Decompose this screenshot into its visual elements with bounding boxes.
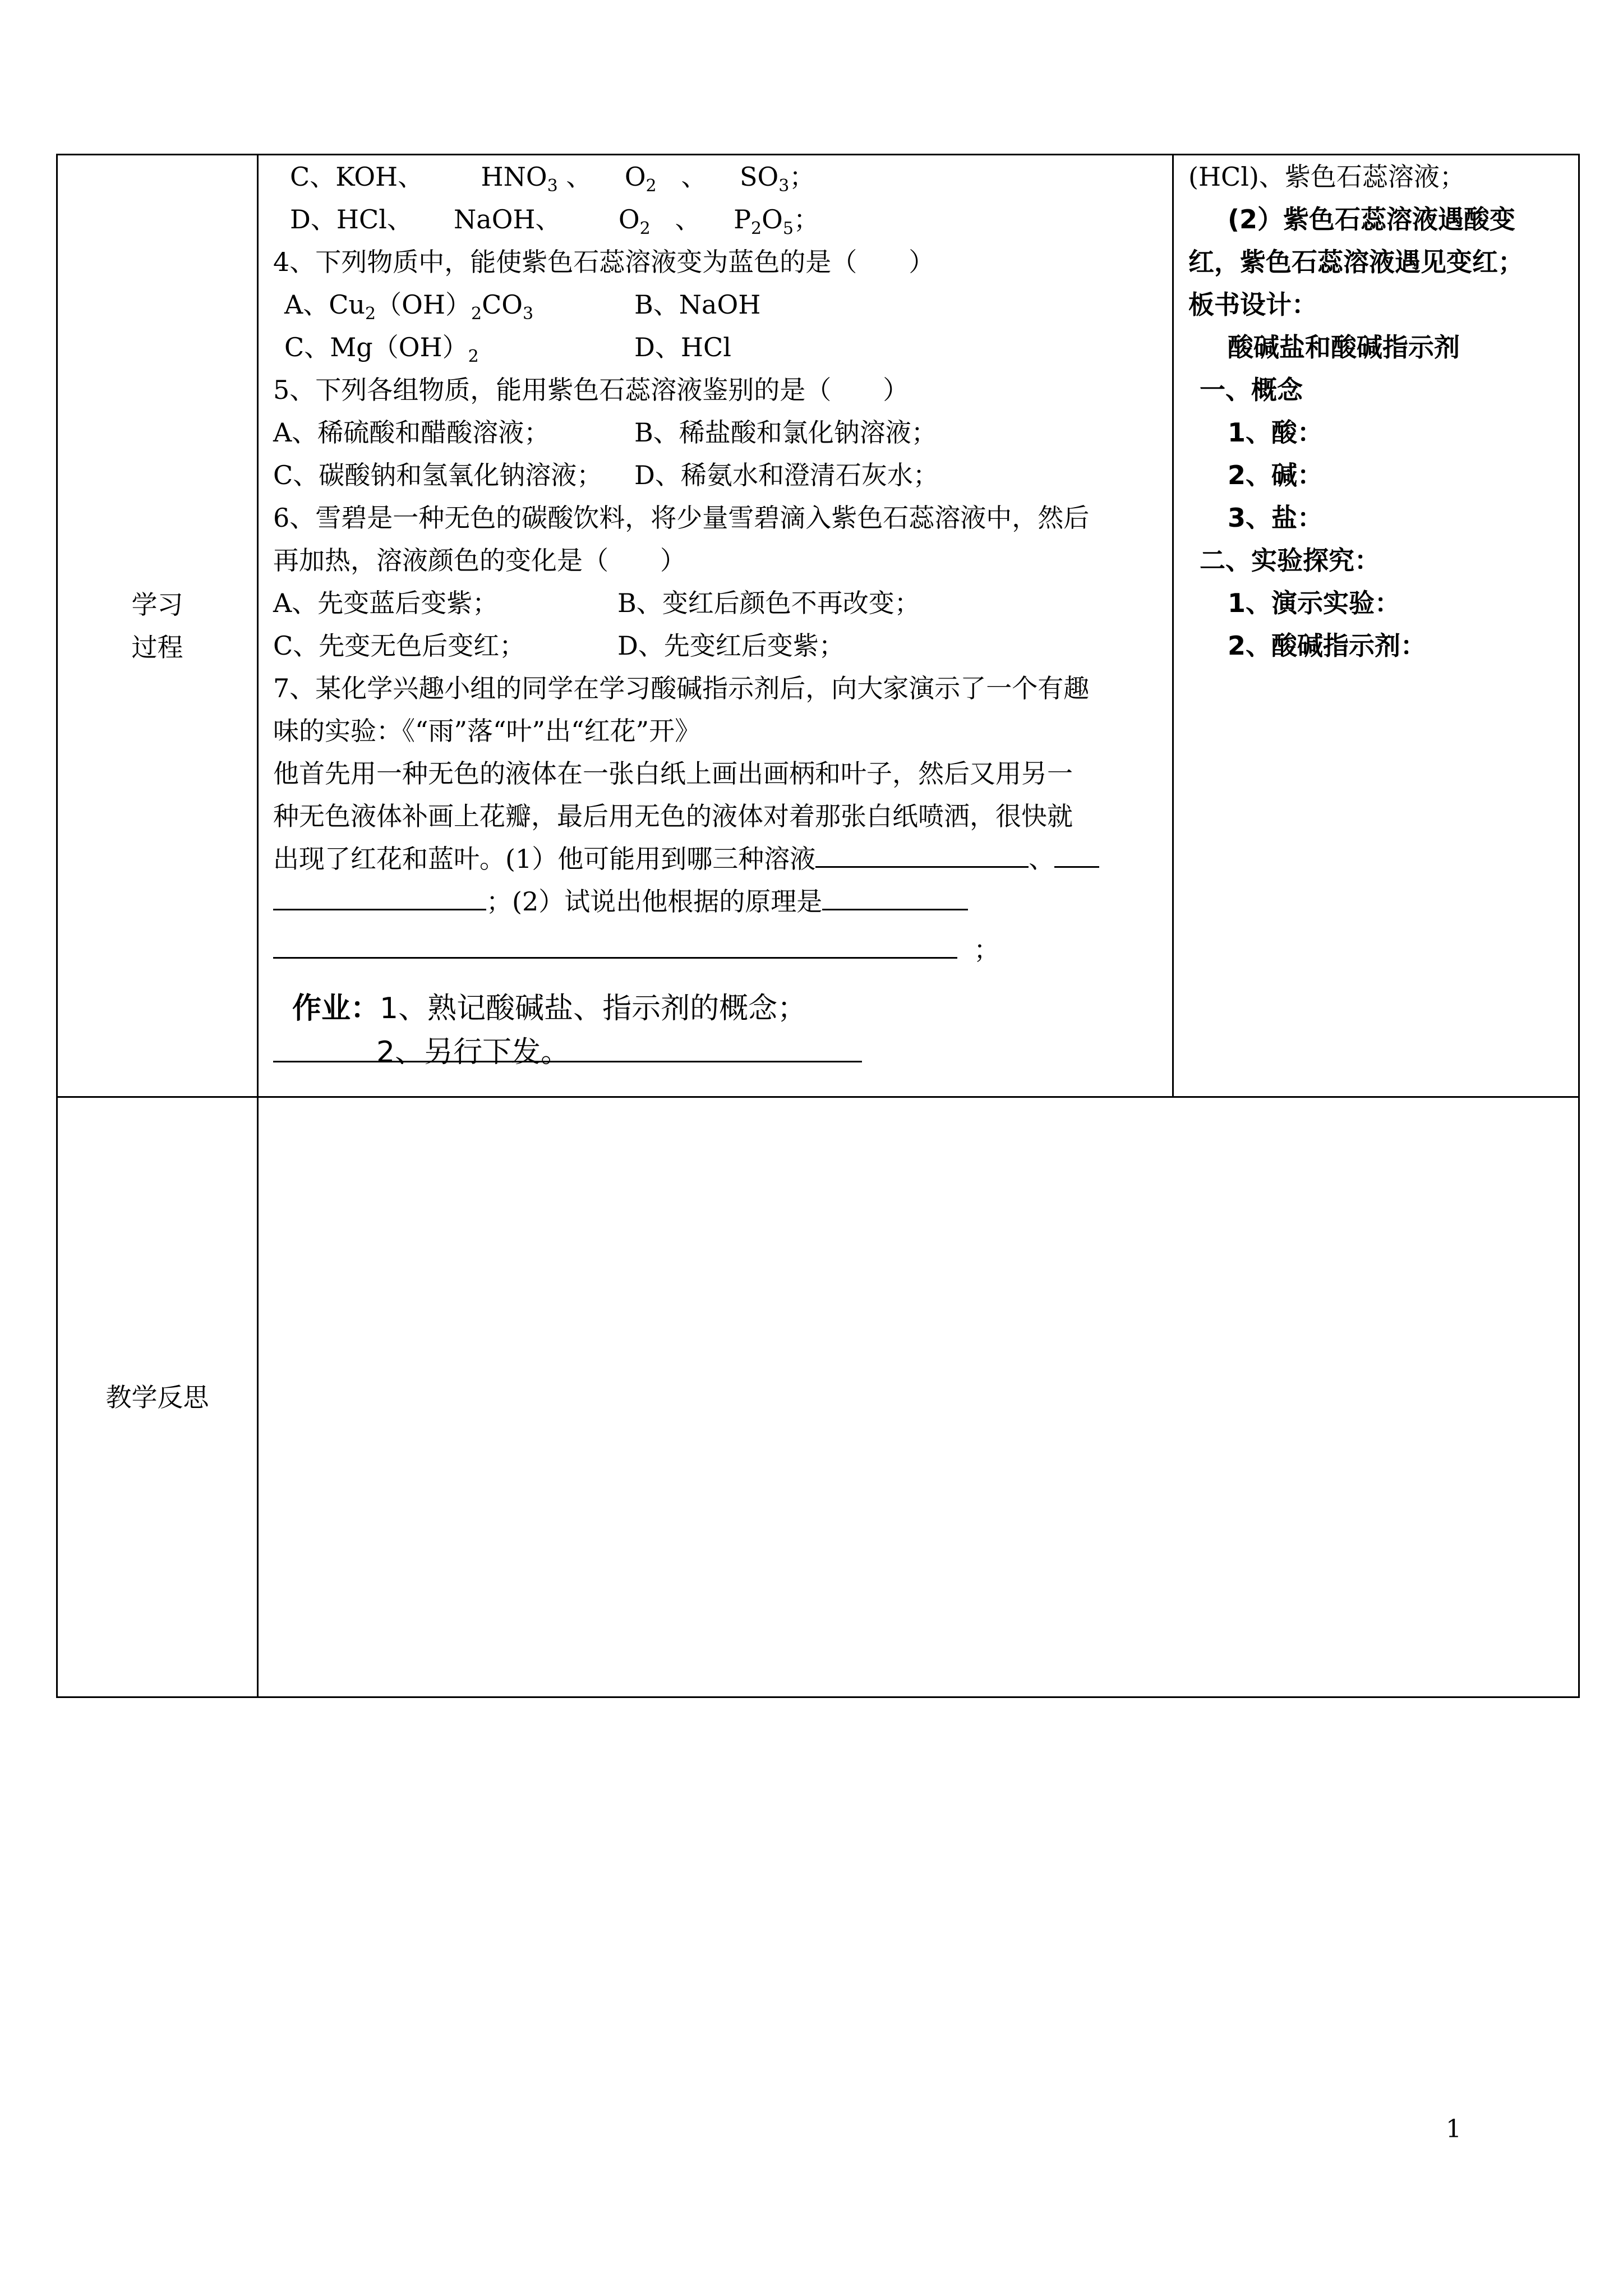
q6-stem-line1: 6、雪碧是一种无色的碳酸饮料，将少量雪碧滴入紫色石蕊溶液中，然后 xyxy=(273,503,1090,533)
board-design-cell xyxy=(1173,155,1579,1097)
right-line-4: 板书设计： xyxy=(1188,289,1317,320)
right-line-3: 红，紫色石蕊溶液遇见变红； xyxy=(1188,247,1524,277)
q6-stem-line2: 再加热，溶液颜色的变化是（ ） xyxy=(273,545,686,576)
q5-option-a: A、稀硫酸和醋酸溶液； xyxy=(273,417,550,448)
q4-option-d: D、HCl xyxy=(634,332,731,362)
exercise-cell xyxy=(258,155,1173,1097)
answer-blank-3[interactable] xyxy=(273,883,486,910)
homework-label: 作业： xyxy=(292,992,380,1025)
board-item-acid: 1、酸： xyxy=(1228,417,1324,448)
reflection-content-cell[interactable] xyxy=(258,1097,1579,1697)
right-line-2: (2）紫色石蕊溶液遇酸变 xyxy=(1228,204,1516,234)
q5-option-d: D、稀氨水和澄清石灰水； xyxy=(634,460,939,490)
q6-option-b: B、变红后颜色不再改变； xyxy=(617,588,920,618)
q6-option-d: D、先变红后变紫； xyxy=(617,631,845,661)
answer-blank-2[interactable] xyxy=(1054,840,1099,868)
reflection-row xyxy=(57,1097,1579,1697)
q7-line1: 7、某化学兴趣小组的同学在学习酸碱指示剂后，向大家演示了一个有趣 xyxy=(273,673,1090,703)
answer-blank-4[interactable] xyxy=(822,883,968,910)
q3-option-d: D、HCl、 NaOH、 $O_2$ 、 $P_2O_5$； xyxy=(290,204,819,239)
q7-line7: ； xyxy=(273,930,999,967)
board-section-1: 一、概念 xyxy=(1200,375,1303,405)
q7-line2: 味的实验：《“雨”落“叶”出“红花”开》 xyxy=(273,716,701,746)
reflection-label: 教学反思 xyxy=(105,1382,209,1412)
q3-option-c: C、KOH、 $HNO_3$ 、 $O_2$ 、 $SO_3$； xyxy=(290,162,815,196)
answer-blank-1[interactable] xyxy=(815,840,1029,868)
reflection-label-cell xyxy=(57,1097,258,1697)
right-line-1: (HCl)、紫色石蕊溶液； xyxy=(1188,162,1465,192)
board-item-indicator: 2、酸碱指示剂： xyxy=(1228,631,1427,661)
q7-line5: 出现了红花和蓝叶。(1）他可能用到哪三种溶液 、 xyxy=(273,839,1099,876)
process-row xyxy=(57,155,1579,1097)
homework-line1 xyxy=(292,984,806,1027)
page-number: 1 xyxy=(1446,2115,1461,2143)
board-item-demo: 1、演示实验： xyxy=(1228,588,1401,618)
board-item-base: 2、碱： xyxy=(1228,460,1324,490)
q5-option-c: C、碳酸钠和氢氧化钠溶液； xyxy=(273,460,603,490)
homework-item2: 2、另行下发。 xyxy=(376,1036,570,1069)
q7-line6: ；(2）试说出他根据的原理是 xyxy=(273,881,968,918)
homework-item1: 1、熟记酸碱盐、指示剂的概念； xyxy=(380,992,807,1025)
q4-stem: 4、下列物质中，能使紫色石蕊溶液变为蓝色的是（ ） xyxy=(273,247,935,277)
q7-line3: 他首先用一种无色的液体在一张白纸上画出画柄和叶子，然后又用另一 xyxy=(273,758,1073,789)
process-label-line1: 学习 xyxy=(131,589,183,620)
lesson-table xyxy=(56,154,1580,1698)
q4-option-c: C、$Mg(OH)_2$ xyxy=(284,332,479,367)
q6-option-c: C、先变无色后变红； xyxy=(273,631,525,661)
q5-stem: 5、下列各组物质，能用紫色石蕊溶液鉴别的是（ ） xyxy=(273,375,909,405)
board-item-salt: 3、盐： xyxy=(1228,503,1324,533)
board-section-2: 二、实验探究： xyxy=(1200,545,1380,576)
q5-option-b: B、稀盐酸和氯化钠溶液； xyxy=(634,417,937,448)
answer-blank-5[interactable] xyxy=(273,931,957,959)
q4-option-a: A、$Cu_2(OH)_2CO_3$ xyxy=(284,289,534,324)
q6-option-a: A、先变蓝后变紫； xyxy=(273,588,499,618)
q7-line4: 种无色液体补画上花瓣，最后用无色的液体对着那张白纸喷洒，很快就 xyxy=(273,801,1073,831)
q4-option-b: B、NaOH xyxy=(634,289,761,320)
process-label-line2: 过程 xyxy=(131,632,183,662)
board-title: 酸碱盐和酸碱指示剂 xyxy=(1228,332,1460,362)
process-label-cell xyxy=(57,155,258,1097)
